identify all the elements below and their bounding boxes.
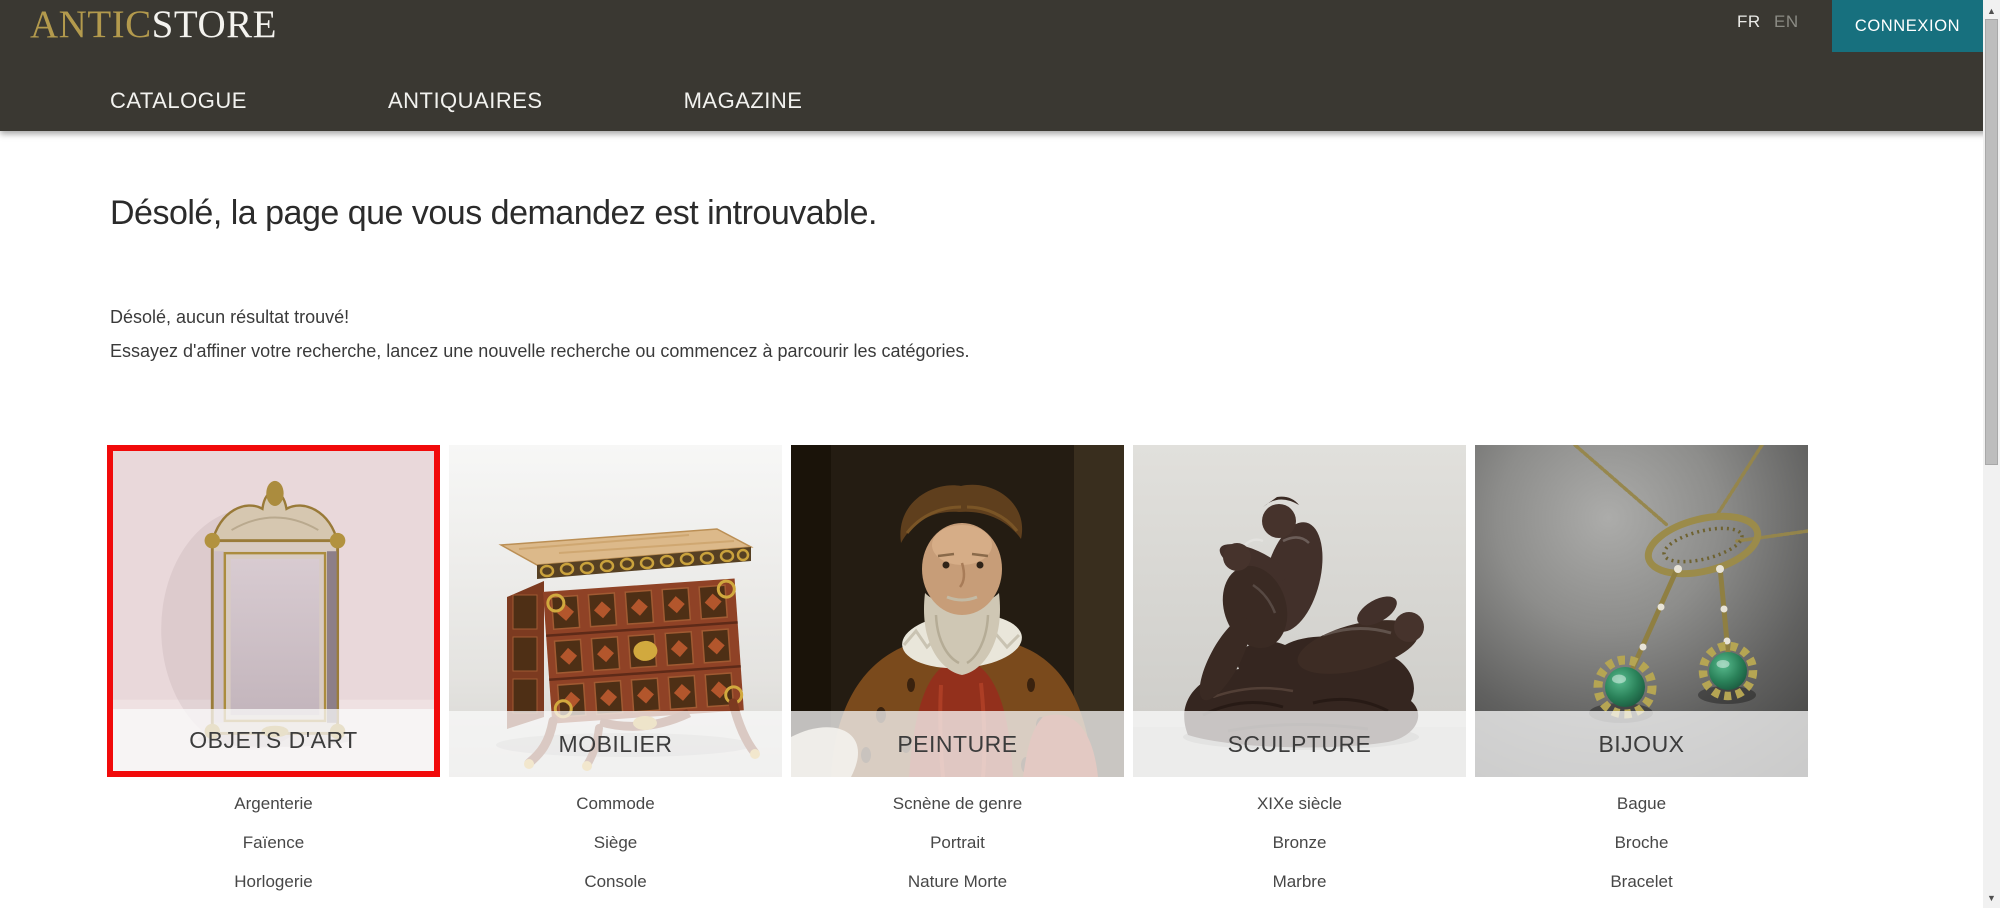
link-bronze[interactable]: Bronze xyxy=(1272,833,1327,852)
nav-item-magazine[interactable]: MAGAZINE xyxy=(683,88,803,113)
link-commode[interactable]: Commode xyxy=(576,794,655,813)
links-objets-dart xyxy=(107,794,440,911)
link-bague[interactable]: Bague xyxy=(1616,794,1667,813)
link-marbre[interactable]: Marbre xyxy=(1272,872,1327,891)
category-label-bijoux: BIJOUX xyxy=(1475,711,1808,777)
subcategory-links xyxy=(107,794,1808,911)
page-title: Désolé, la page que vous demandez est introuvable. xyxy=(110,194,877,232)
link-bracelet[interactable]: Bracelet xyxy=(1610,872,1673,891)
link-xixe-siecle[interactable]: XIXe siècle xyxy=(1256,794,1343,813)
links-bijoux xyxy=(1475,794,1808,911)
nav-item-antiquaires[interactable]: ANTIQUAIRES xyxy=(387,88,543,113)
category-card-mobilier[interactable] xyxy=(449,445,782,777)
links-peinture xyxy=(791,794,1124,911)
link-scene-de-genre[interactable]: Scnène de genre xyxy=(892,794,1023,813)
site-header xyxy=(0,0,2000,131)
link-horlogerie[interactable]: Horlogerie xyxy=(234,872,313,891)
scroll-up-icon[interactable]: ▲ xyxy=(1987,5,1996,16)
logo-text-antic: ANTIC xyxy=(30,3,152,46)
category-label-objets-dart: OBJETS D'ART xyxy=(113,709,434,771)
main-nav xyxy=(110,88,802,114)
scrollbar-thumb[interactable] xyxy=(1985,19,1998,465)
link-broche[interactable]: Broche xyxy=(1614,833,1669,852)
links-mobilier xyxy=(449,794,782,911)
category-label-sculpture: SCULPTURE xyxy=(1133,711,1466,777)
link-nature-morte[interactable]: Nature Morte xyxy=(907,872,1008,891)
links-sculpture xyxy=(1133,794,1466,911)
link-argenterie[interactable]: Argenterie xyxy=(234,794,313,813)
vertical-scrollbar[interactable] xyxy=(1983,0,2000,908)
link-console[interactable]: Console xyxy=(584,872,647,891)
logo-text-store: STORE xyxy=(151,3,277,46)
category-card-objets-dart[interactable] xyxy=(107,445,440,777)
category-cards xyxy=(107,445,1808,777)
no-result-message: Désolé, aucun résultat trouvé! xyxy=(110,307,350,327)
category-card-peinture[interactable] xyxy=(791,445,1124,777)
nav-item-catalogue[interactable]: CATALOGUE xyxy=(110,88,247,113)
link-siege[interactable]: Siège xyxy=(593,833,638,852)
anticstore-logo[interactable] xyxy=(30,2,277,47)
connexion-button[interactable]: CONNEXION xyxy=(1832,0,1983,52)
category-label-peinture: PEINTURE xyxy=(791,711,1124,777)
search-hint-message: Essayez d'affiner votre recherche, lancez une nouvelle recherche ou commencez à parcourir les catégories. xyxy=(110,341,970,361)
language-fr[interactable]: FR xyxy=(1737,12,1761,31)
scroll-down-icon[interactable]: ▼ xyxy=(1987,892,1996,903)
language-en[interactable]: EN xyxy=(1774,12,1799,31)
link-portrait[interactable]: Portrait xyxy=(930,833,985,852)
category-label-mobilier: MOBILIER xyxy=(449,711,782,777)
category-card-bijoux[interactable] xyxy=(1475,445,1808,777)
link-faience[interactable]: Faïence xyxy=(242,833,305,852)
category-card-sculpture[interactable] xyxy=(1133,445,1466,777)
